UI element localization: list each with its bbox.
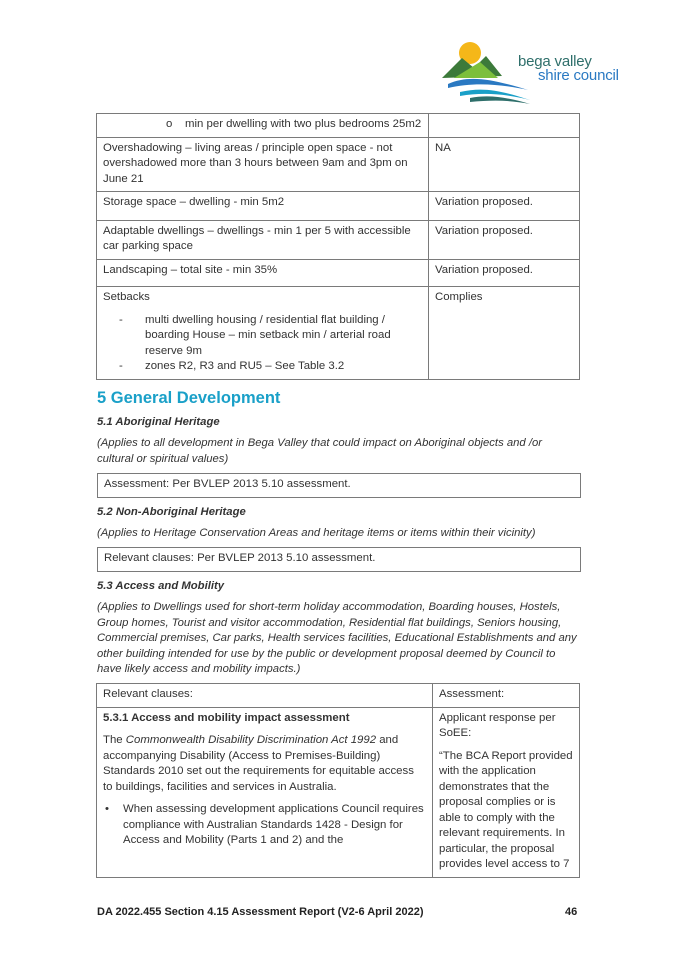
status-cell: Complies — [429, 287, 580, 380]
requirement-cell: Adaptable dwellings – dwellings - min 1 per 5 with accessible car parking space — [97, 220, 429, 259]
header-cell: Relevant clauses: — [97, 684, 433, 708]
assessment-quote: “The BCA Report provided with the application demonstrates that the proposal complies or is able to comply with the relevant requirements. In particular, the proposal provides level access to 7 — [439, 749, 573, 870]
clause-cell — [97, 707, 433, 877]
dash-bullet-icon: - — [119, 360, 123, 372]
table-row — [97, 137, 580, 192]
list-item: • When assessing development applications Council requires compliance with Australian Standards 1428 - Design for Access and Mobility (Parts 1 and 2) and the — [105, 803, 424, 846]
assessment-box: Assessment: Per BVLEP 2013 5.10 assessment. — [97, 473, 581, 498]
logo-mark-icon — [440, 40, 530, 106]
table-row — [97, 707, 580, 877]
table-header-row — [97, 684, 580, 708]
status-cell: NA — [429, 137, 580, 192]
clause-bullets — [103, 802, 426, 849]
access-mobility-table — [96, 683, 580, 878]
page-number: 46 — [565, 906, 578, 918]
status-cell: Variation proposed. — [429, 259, 580, 287]
dash-bullet-icon: - — [119, 313, 123, 326]
applicability-note: (Applies to Heritage Conservation Areas and heritage items or items within their vicinity) — [97, 527, 536, 539]
bullet-icon: • — [105, 803, 109, 815]
assessment-box: Relevant clauses: Per BVLEP 2013 5.10 assessment. — [97, 547, 581, 572]
clause-paragraph: The Commonwealth Disability Discrimination Act 1992 and accompanying Disability (Access to Premises-Building) Standards 2010 set out the requirements for equitable access to buildings, facilities and services in Australia. — [103, 734, 414, 793]
list-item: o min per dwelling with two plus bedrooms 25m2 — [103, 117, 422, 133]
circle-bullet-icon: o — [166, 118, 173, 130]
applicability-note: (Applies to all development in Bega Valley that could impact on Aboriginal objects and /or cultural or spiritual values) — [97, 437, 543, 465]
council-logo — [440, 40, 630, 106]
footer-report-title: DA 2022.455 Section 4.15 Assessment Report (V2-6 April 2022) — [97, 906, 424, 918]
list-item: - multi dwelling housing / residential flat building / boarding House – min setback min / arterial road reserve 9m — [119, 313, 391, 357]
table-row — [97, 259, 580, 287]
status-cell: Variation proposed. — [429, 192, 580, 221]
section-heading: 5 General Development — [97, 389, 281, 407]
table-row — [97, 287, 580, 380]
assessment-cell — [433, 707, 580, 877]
setbacks-list — [103, 313, 422, 375]
logo-text-line2: shire council — [538, 67, 619, 84]
subsection-title: 5.2 Non-Aboriginal Heritage — [97, 506, 246, 518]
requirement-cell: Storage space – dwelling - min 5m2 — [97, 192, 429, 221]
assessment-intro: Applicant response per SoEE: — [439, 711, 556, 739]
table-row — [97, 192, 580, 221]
requirement-cell: Landscaping – total site - min 35% — [97, 259, 429, 287]
setbacks-cell — [97, 287, 429, 380]
setbacks-title: Setbacks — [103, 291, 150, 303]
subsection-title: 5.1 Aboriginal Heritage — [97, 416, 220, 428]
table-cell — [429, 114, 580, 138]
applicability-note: (Applies to Dwellings used for short-term holiday accommodation, Boarding houses, Hostels, Group homes, Tourist and visitor accommodation, Residential flat buildings, Seniors housing, Commercial premises, Car parks, Health services facilities, Educational Establishments and any other building intended for use by the public or development proposal deemed by Council to have likely access and mobility impacts.) — [97, 601, 577, 675]
table-row — [97, 220, 580, 259]
status-cell: Variation proposed. — [429, 220, 580, 259]
table-row — [97, 114, 580, 138]
sub-item-list — [103, 117, 422, 133]
header-cell: Assessment: — [433, 684, 580, 708]
logo-text-line1: bega valley — [518, 53, 592, 70]
table-cell — [97, 114, 429, 138]
list-item: - zones R2, R3 and RU5 – See Table 3.2 — [103, 359, 422, 375]
subsection-title: 5.3 Access and Mobility — [97, 580, 225, 592]
requirement-cell: Overshadowing – living areas / principle open space - not overshadowed more than 3 hours between 9am and 3pm on June 21 — [97, 137, 429, 192]
controls-table — [96, 113, 580, 380]
clause-title: 5.3.1 Access and mobility impact assessment — [103, 711, 350, 724]
